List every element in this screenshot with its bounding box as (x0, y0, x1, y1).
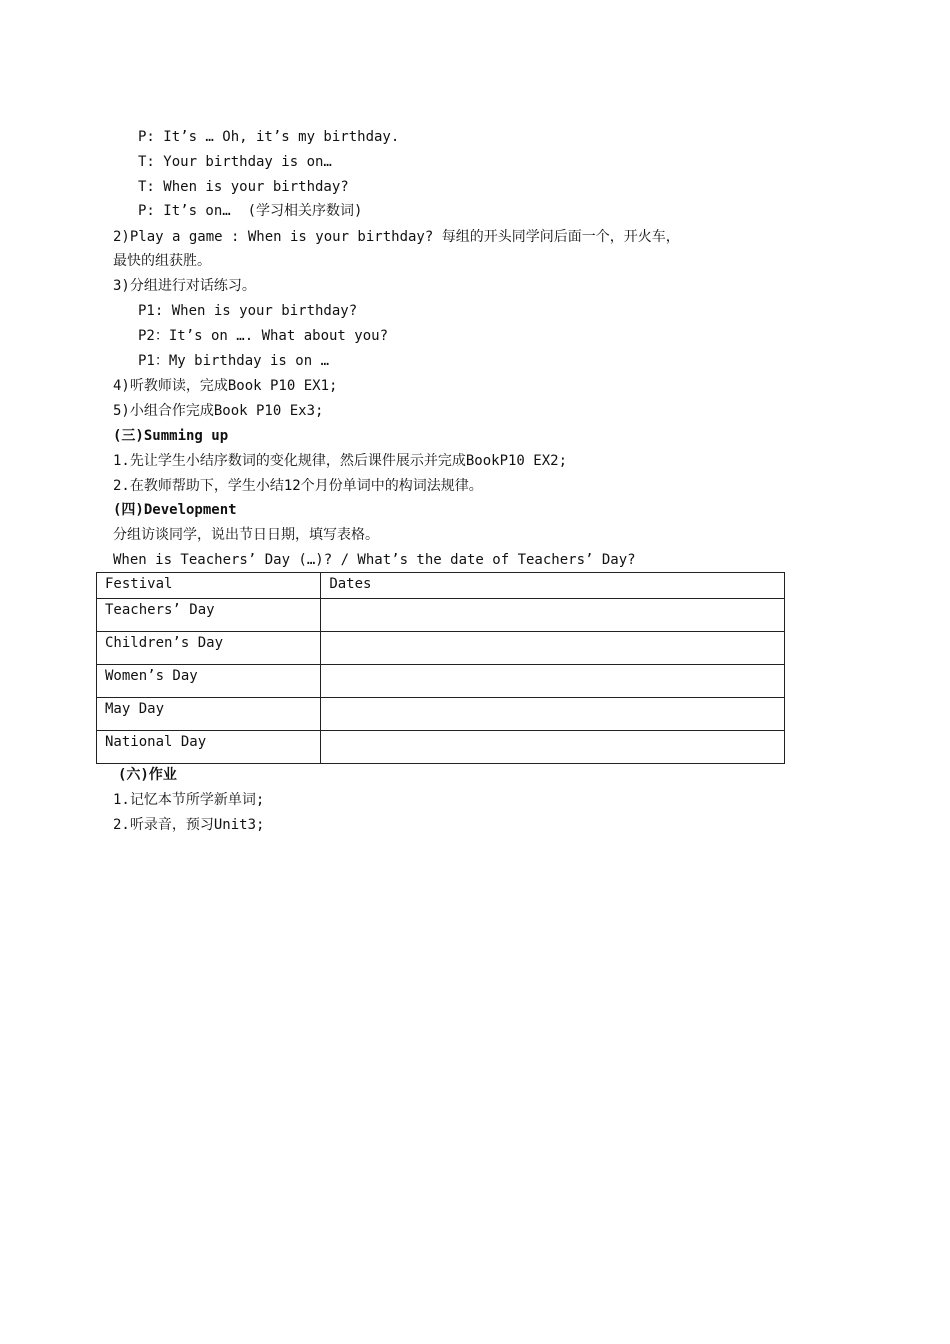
dialogue-line-3: T: When is your birthday? (138, 179, 349, 195)
section4-intro: 分组访谈同学，说出节日日期，填写表格。 (113, 527, 379, 543)
section3-heading: (三)Summing up (113, 428, 229, 444)
table-cell-date (321, 731, 785, 764)
step3-dialogue-line-1: P1: When is your birthday? (138, 303, 358, 319)
step3-dialogue-line-3: P1：My birthday is on … (138, 353, 330, 369)
table-cell-date (321, 698, 785, 731)
step3-dialogue-line-2: P2：It’s on …. What about you? (138, 328, 389, 344)
table-header-row (97, 573, 785, 599)
table-cell-festival: Teachers’ Day (97, 599, 321, 632)
section4-heading: (四)Development (113, 502, 237, 518)
table-cell-festival: May Day (97, 698, 321, 731)
step3-title: 3)分组进行对话练习。 (113, 278, 256, 294)
table-row (97, 599, 785, 632)
table-cell-festival: Children’s Day (97, 632, 321, 665)
step2-line-2: 最快的组获胜。 (113, 253, 211, 269)
table-cell-date (321, 632, 785, 665)
table-header-festival: Festival (97, 573, 321, 599)
dialogue-line-1: P: It’s … Oh, it’s my birthday. (138, 129, 400, 145)
dialogue-line-2: T: Your birthday is on… (138, 154, 332, 170)
table-row (97, 731, 785, 764)
table-row (97, 632, 785, 665)
table-cell-date (321, 599, 785, 632)
festival-table (96, 572, 785, 764)
section3-item-2: 2.在教师帮助下，学生小结12个月份单词中的构词法规律。 (113, 478, 483, 494)
table-cell-festival: National Day (97, 731, 321, 764)
step5-line: 5)小组合作完成Book P10 Ex3; (113, 403, 324, 419)
dialogue-line-4: P: It’s on… (学习相关序数词) (138, 203, 363, 219)
table-cell-date (321, 665, 785, 698)
table-row (97, 665, 785, 698)
step4-line: 4)听教师读，完成Book P10 EX1; (113, 378, 338, 394)
step2-line-1: 2)Play a game : When is your birthday? 每组的开头同学问后面一个，开火车， (113, 229, 680, 245)
section4-question: When is Teachers’ Day (…)? / What’s the date of Teachers’ Day? (113, 552, 636, 568)
table-header-dates: Dates (321, 573, 785, 599)
section6-item-2: 2.听录音，预习Unit3; (113, 817, 265, 833)
table-row (97, 698, 785, 731)
table-cell-festival: Women’s Day (97, 665, 321, 698)
section6-item-1: 1.记忆本节所学新单词; (113, 792, 265, 808)
section3-item-1: 1.先让学生小结序数词的变化规律，然后课件展示并完成BookP10 EX2; (113, 453, 568, 469)
section6-heading: (六)作业 (118, 767, 177, 783)
